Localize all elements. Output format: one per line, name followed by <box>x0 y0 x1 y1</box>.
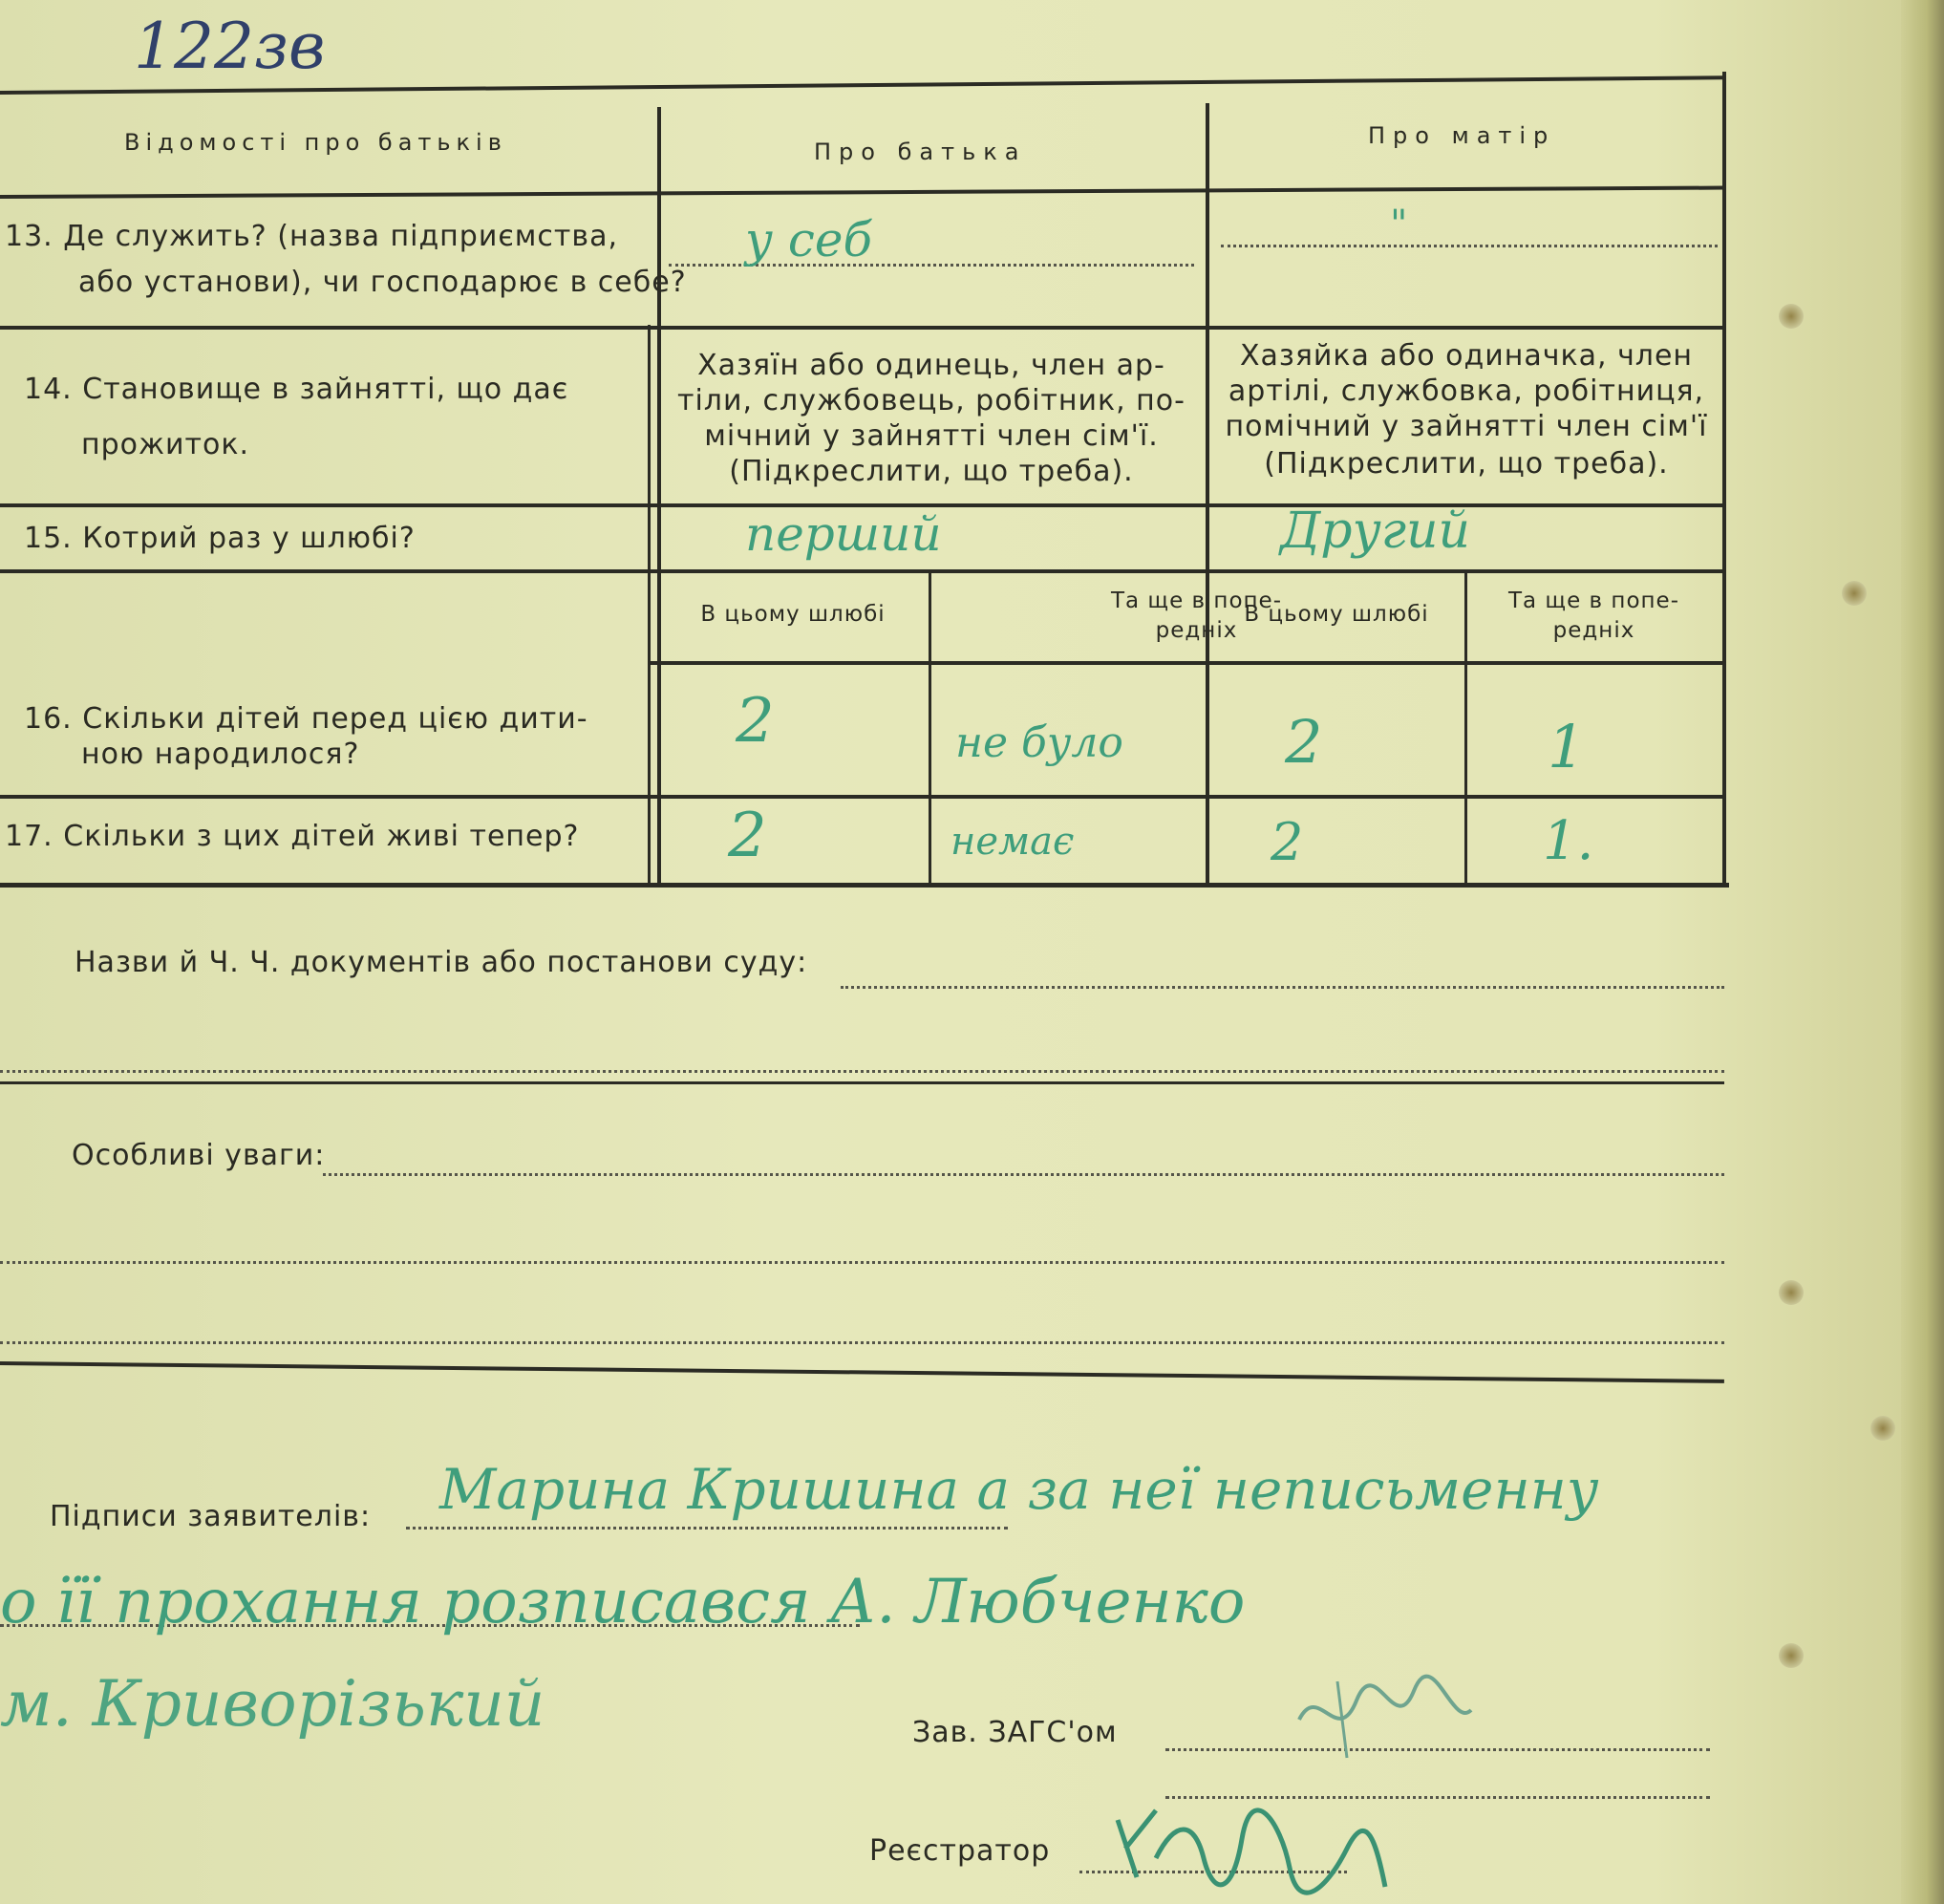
row17-father-this: 2 <box>728 801 767 871</box>
row14-father-line2: тіли, службовець, робітник, по- <box>677 384 1186 417</box>
row13-label-line1: 13. Де служить? (назва підприємства, <box>5 220 619 253</box>
subheader-father-this: В цьому шлюбі <box>700 602 886 627</box>
row16-label-line2: ною народилося? <box>81 738 360 771</box>
row13-mother-value: " <box>1390 203 1408 246</box>
col-divider-2 <box>1206 103 1209 887</box>
row14-mother-line2: артілі, службовка, робітниця, <box>1228 374 1705 408</box>
page-number: 122зв <box>134 10 326 83</box>
punch-hole <box>1779 1643 1804 1668</box>
row17-label: 17. Скільки з цих дітей живі тепер? <box>5 820 580 853</box>
row14-label-line2: прожиток. <box>81 428 250 461</box>
zags-head-signature <box>1280 1662 1490 1767</box>
col-divider-1 <box>657 107 661 886</box>
applicants-label: Підписи заявителів: <box>50 1500 372 1533</box>
documents-dotline-1 <box>841 986 1724 989</box>
registrar-signature <box>1099 1782 1404 1904</box>
punch-hole <box>1842 581 1867 606</box>
punch-hole <box>1779 1280 1804 1305</box>
remarks-dotline-1 <box>323 1173 1724 1176</box>
subheader-mother-prev-2: редніх <box>1552 618 1635 643</box>
remarks-label: Особливі уваги: <box>72 1139 326 1172</box>
subheader-mother-prev-1: Та ще в попе- <box>1507 588 1680 613</box>
row13-father-value: у себ <box>745 212 873 267</box>
row14-father-line1: Хазяїн або одинець, член ар- <box>697 349 1165 382</box>
remarks-section-divider <box>0 1361 1724 1383</box>
applicants-signature-line3: м. Криворізький <box>0 1667 545 1741</box>
row17-mother-this: 2 <box>1271 812 1304 872</box>
applicants-signature-line1: Марина Кришина а за неї неписьменну <box>439 1457 1599 1522</box>
row16-label-line1: 16. Скільки дітей перед цією дити- <box>24 702 588 736</box>
remarks-dotline-2 <box>0 1261 1724 1264</box>
punch-hole <box>1779 304 1804 329</box>
row14-father-line3: мічний у зайнятті член сім'ї. <box>704 419 1159 453</box>
row16-mother-this: 2 <box>1285 707 1323 777</box>
subheader-mother-this: В цьому шлюбі <box>1244 602 1429 627</box>
col-divider-1b <box>648 325 651 886</box>
row13-mother-dotline <box>1221 245 1718 247</box>
row14-mother-line1: Хазяйка або одиначка, член <box>1239 339 1694 373</box>
row14-mother-line4: (Підкреслити, що треба). <box>1264 447 1669 481</box>
row16-father-prev: не було <box>955 718 1123 767</box>
table-right-border <box>1722 72 1726 886</box>
row13-bottom-border <box>0 326 1724 330</box>
registrar-label: Реєстратор <box>869 1834 1051 1868</box>
header-parents-info: Відомості про батьків <box>124 129 507 156</box>
row13-label-line2: або установи), чи господарює в себе? <box>78 266 687 299</box>
row16-mother-prev: 1 <box>1548 712 1586 781</box>
row17-father-prev: немає <box>951 820 1075 864</box>
header-about-mother: Про матір <box>1368 122 1556 149</box>
zags-head-label: Зав. ЗАГС'ом <box>912 1716 1118 1749</box>
header-bottom-border <box>0 186 1724 199</box>
row15-mother-value: Другий <box>1280 503 1470 560</box>
applicants-dotline <box>406 1527 1008 1530</box>
remarks-dotline-3 <box>0 1341 1724 1344</box>
documents-dotline-2 <box>0 1070 1724 1073</box>
row15-father-value: перший <box>745 506 942 562</box>
row16-father-this: 2 <box>736 686 775 757</box>
page-edge <box>1901 0 1944 1904</box>
header-about-father: Про батька <box>814 139 1027 165</box>
subheader-bottom-border <box>650 661 1724 665</box>
row14-mother-line3: помічний у зайнятті член сім'ї <box>1225 410 1708 443</box>
punch-hole <box>1870 1416 1895 1441</box>
row14-label-line1: 14. Становище в зайнятті, що дає <box>24 373 569 406</box>
row15-label: 15. Котрий раз у шлюбі? <box>24 522 416 555</box>
row17-mother-prev: 1. <box>1543 810 1594 872</box>
documents-label: Назви й Ч. Ч. документів або постанови суду: <box>75 946 808 979</box>
documents-section-divider <box>0 1081 1724 1084</box>
row14-father-line4: (Підкреслити, що треба). <box>729 455 1134 488</box>
subheader-father-prev-1: Та ще в попе- <box>1110 588 1283 613</box>
table-bottom-border <box>0 883 1729 888</box>
applicants-signature-line2: о її прохання розписався А. Любченко <box>0 1567 1246 1637</box>
subheader-father-prev-2: редніх <box>1155 618 1238 643</box>
